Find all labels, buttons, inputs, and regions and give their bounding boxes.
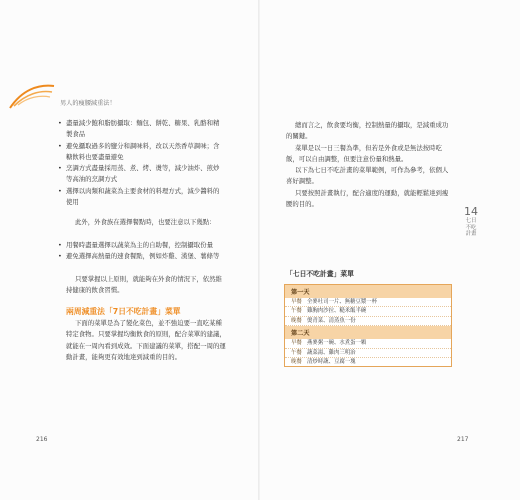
page-number-right: 217 bbox=[457, 436, 469, 443]
paragraph: 只要按照計畫執行，配合適度的運動，就能輕鬆達到瘦腰的目的。 bbox=[286, 188, 449, 209]
section-heading: 兩周減重法「7日不吃計畫」菜單 bbox=[66, 307, 181, 316]
right-body-text bbox=[286, 120, 450, 210]
list-item: • 用餐時盡量選擇以蔬菜為主的自助餐，控制攝取份量 bbox=[58, 240, 224, 251]
bullet-list-bottom bbox=[58, 240, 224, 263]
running-header: 男人的瘦腰減重法！ bbox=[60, 100, 116, 107]
meal-label: 晚餐 bbox=[291, 317, 302, 324]
bullet-list-top bbox=[58, 118, 222, 208]
feather-logo-icon bbox=[8, 80, 56, 112]
list-item: • 烹調方式盡量採用蒸、煮、烤、燙等，減少油炸、煎炒等高油的烹調方式 bbox=[58, 163, 222, 186]
meal-text: 燕麥粥一碗、水煮蛋一顆 bbox=[307, 340, 367, 347]
list-item: • 避免選擇高熱量的速食餐點，例如炸雞、漢堡、薯條等 bbox=[58, 251, 224, 262]
list-item: • 盡量減少飽和脂肪攝取：麵包、餅乾、糖果、乳酪和精製食品 bbox=[58, 118, 222, 141]
table-row bbox=[285, 298, 451, 307]
meal-text: 雞胸肉沙拉、糙米飯半碗 bbox=[307, 308, 367, 315]
paragraph: 以下為七日不吃計畫的菜單範例，可作為參考，依個人喜好調整。 bbox=[286, 166, 449, 186]
meal-text: 燙青菜、清蒸魚一份 bbox=[307, 317, 356, 324]
page-number-left: 216 bbox=[36, 436, 48, 443]
chapter-number: 14 bbox=[464, 205, 478, 218]
paragraph: 下面的菜單是為了變化菜色，並不強迫要一直吃某種特定食物。只要掌握均衡飲食的原則，配合菜單的建議，就能在一周內看到成效。下面建議的菜單，搭配一周的運動計畫，能夠更有效地達到減重的目的。 bbox=[66, 319, 226, 361]
table-row bbox=[285, 349, 451, 358]
meal-label: 午餐 bbox=[291, 349, 302, 356]
table-row bbox=[285, 307, 451, 316]
paragraph: 總而言之，飲食要均衡，控制熱量的攝取，是減重成功的關鍵。 bbox=[286, 121, 449, 141]
paragraph: 只要掌握以上原則，就能夠在外食的情況下，依然維持健康的飲食習慣。 bbox=[66, 275, 222, 295]
chapter-side-tab bbox=[464, 206, 478, 238]
day-header: 第一天 bbox=[285, 285, 451, 298]
meal-label: 早餐 bbox=[291, 340, 302, 347]
meal-label: 晚餐 bbox=[291, 359, 302, 366]
list-item: • 避免攝取過多的鹽分和調味料，改以天然香草調味；含糖飲料也要盡量避免 bbox=[58, 141, 222, 164]
meal-label: 早餐 bbox=[291, 299, 302, 305]
table-row bbox=[285, 339, 451, 348]
menu-table-title: 「七日不吃計畫」菜單 bbox=[286, 270, 354, 278]
day-header: 第二天 bbox=[285, 326, 451, 339]
chapter-label: 七日不吃計畫 bbox=[465, 218, 477, 238]
paragraph: 此外，外食族在選擇餐點時，也要注意以下幾點： bbox=[74, 218, 216, 226]
table-row bbox=[285, 358, 451, 366]
meal-text: 清炒時蔬、豆腐一塊 bbox=[307, 359, 356, 366]
meal-label: 午餐 bbox=[291, 308, 302, 315]
paragraph: 菜單是以一日三餐為準，但若是外食或是無法按時吃飯，可以自由調整，但要注意份量和熱量。 bbox=[286, 143, 442, 163]
meal-text: 全麥吐司一片、無糖豆漿一杯 bbox=[307, 299, 378, 305]
table-row bbox=[285, 317, 451, 326]
list-item: • 選擇以肉類和蔬菜為主要食材的料理方式，減少醬料的使用 bbox=[58, 186, 222, 209]
right-page bbox=[260, 0, 520, 500]
menu-table bbox=[284, 284, 452, 367]
meal-text: 蔬菜湯、雞肉三明治 bbox=[307, 349, 356, 356]
